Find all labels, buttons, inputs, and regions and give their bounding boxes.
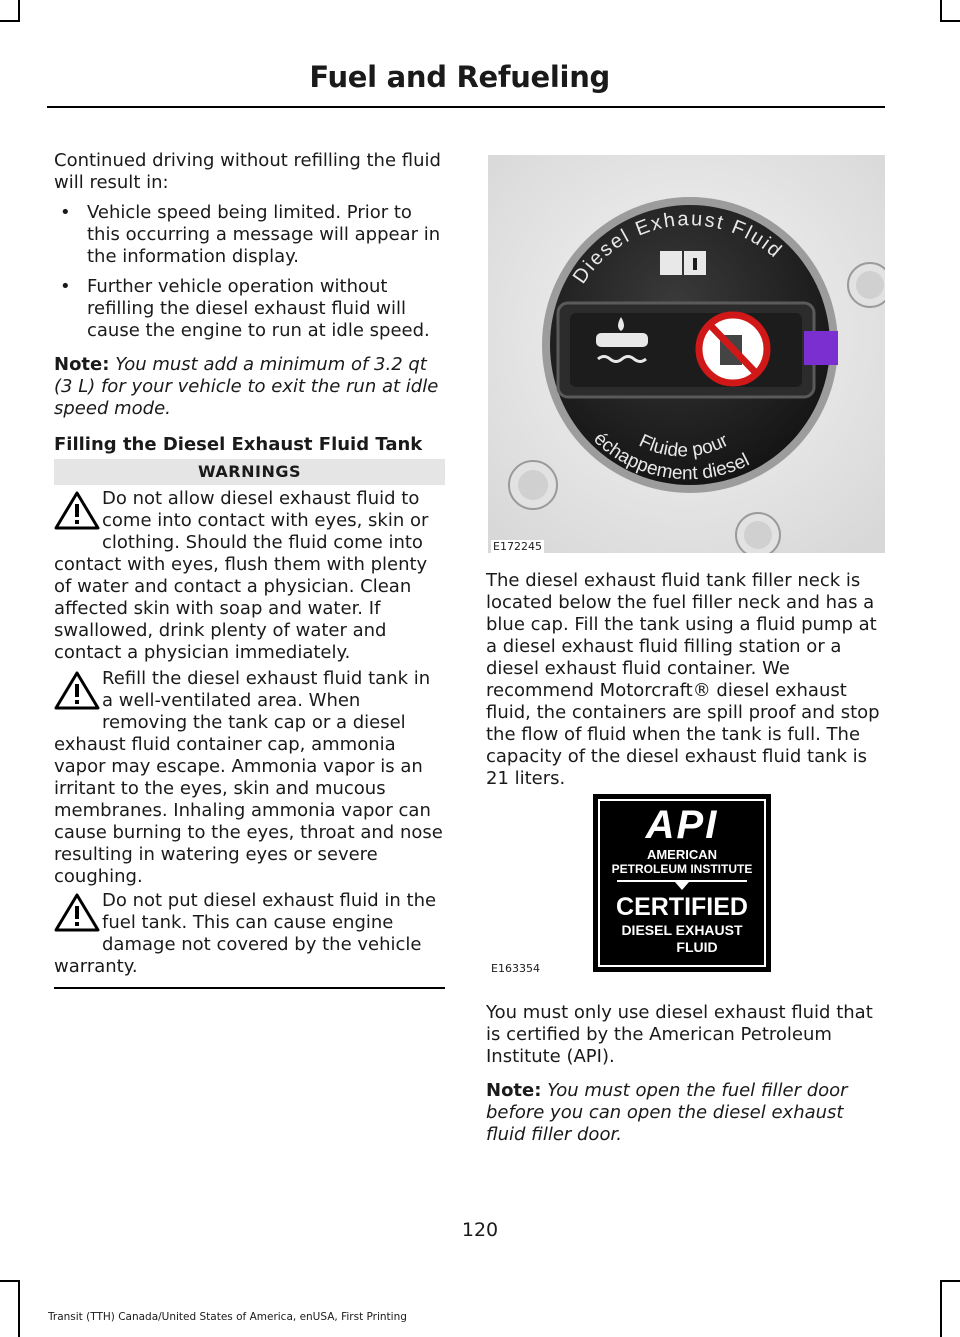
figure-id: E172245 — [493, 540, 542, 553]
right-para-2 — [486, 1002, 886, 1146]
warning-line: a well-ventilated area. When — [102, 690, 361, 711]
crop-mark — [18, 1280, 20, 1337]
warning-item — [54, 890, 446, 978]
warning-line: Refill the diesel exhaust fluid tank in — [102, 668, 431, 689]
page-title: Fuel and Refueling — [309, 60, 610, 94]
note-label: Note: — [54, 354, 110, 375]
warnings-header: WARNINGS — [54, 459, 445, 485]
warning-triangle-icon — [54, 892, 100, 932]
header-rule — [47, 106, 885, 108]
def-cap-photo — [488, 155, 885, 553]
api-certified-logo — [593, 794, 771, 972]
left-column — [54, 150, 447, 456]
cap-text-top: Diesel Exhaust Fluid — [568, 208, 787, 288]
api-line: DIESEL EXHAUST — [621, 922, 743, 938]
cap-text-bottom-1: Fluide pour — [635, 430, 732, 462]
api-line: FLUID — [676, 939, 718, 955]
warning-triangle-icon — [54, 670, 100, 710]
list-item — [54, 276, 447, 342]
note — [54, 354, 447, 420]
section-heading: Filling the Diesel Exhaust Fluid Tank — [54, 434, 423, 455]
warning-line: Do not put diesel exhaust fluid in the — [102, 890, 437, 911]
bullet-text: Vehicle speed being limited. Prior to this occurring a message will appear in the information display. — [87, 202, 441, 267]
warning-text: contact with eyes, flush them with plenty of water and contact a physician. Clean affected skin with soap and water. If swallowed, drink plenty of water and contact a physician immediately. — [54, 554, 428, 663]
crop-mark — [18, 0, 20, 22]
list-item — [54, 202, 447, 268]
warning-text: exhaust fluid container cap, ammonia vapor may escape. Ammonia vapor is an irritant to the eyes, skin and mucous membranes. Inhaling ammonia vapor can cause burning to the eyes, throat and nose resulting in watering eyes or severe coughing. — [54, 734, 443, 887]
arrow-down-icon — [675, 882, 689, 890]
warning-line: fuel tank. This can cause engine — [102, 912, 394, 933]
note-text: You must add a minimum of 3.2 qt (3 L) for your vehicle to exit the run at idle speed mode. — [54, 354, 439, 419]
bullet-mark: • — [60, 276, 71, 297]
footer-text: Transit (TTH) Canada/United States of America, enUSA, First Printing — [48, 1311, 407, 1323]
cap-text-bottom-2: échappement diesel — [589, 428, 753, 485]
warning-line: damage not covered by the vehicle — [102, 934, 422, 955]
def-filler-text: The diesel exhaust fluid tank filler neck is located below the fuel filler neck and has a blue cap. Fill the tank using a fluid pump at a diesel exhaust fluid filling station or a diesel exhaust fluid container. We recommend Motorcraft® diesel exhaust fluid, the containers are spill proof and stop the flow of fluid when the tank is full. The capacity of the diesel exhaust fluid tank is 21 liters. — [486, 570, 880, 789]
crop-mark — [0, 1280, 20, 1282]
crop-mark — [940, 20, 960, 22]
def-cap-illustration — [488, 155, 885, 553]
warning-item — [54, 488, 446, 664]
figure-id: E163354 — [491, 962, 540, 975]
api-line: AMERICAN — [646, 847, 718, 862]
warning-line: come into contact with eyes, skin or — [102, 510, 429, 531]
api-certified: CERTIFIED — [616, 893, 748, 921]
page-number: 120 — [461, 1219, 499, 1241]
api-line: PETROLEUM INSTITUTE — [611, 862, 753, 876]
crop-mark — [0, 20, 20, 22]
warning-triangle-icon — [54, 490, 100, 530]
bullet-text: Further vehicle operation without refilling the diesel exhaust fluid will cause the engine to run at idle speed. — [87, 276, 430, 341]
crop-mark — [940, 1280, 942, 1337]
right-para-1 — [486, 570, 886, 790]
crop-mark — [940, 0, 942, 22]
note-text: You must open the fuel filler door before you can open the diesel exhaust fluid filler door. — [486, 1080, 848, 1145]
warning-text: warranty. — [54, 956, 138, 977]
warning-item — [54, 668, 446, 888]
api-requirement-text: You must only use diesel exhaust fluid that is certified by the American Petroleum Institute (API). — [486, 1002, 873, 1067]
crop-mark — [940, 1280, 960, 1282]
warnings-end-rule — [54, 987, 445, 989]
warning-line: Do not allow diesel exhaust fluid to — [102, 488, 420, 509]
warning-line: removing the tank cap or a diesel — [102, 712, 406, 733]
note-label: Note: — [486, 1080, 542, 1101]
bullet-mark: • — [60, 202, 71, 223]
api-logo: API — [645, 803, 719, 847]
intro-text: Continued driving without refilling the fluid will result in: — [54, 150, 441, 193]
warning-line: clothing. Should the fluid come into — [102, 532, 423, 553]
note — [486, 1080, 886, 1146]
